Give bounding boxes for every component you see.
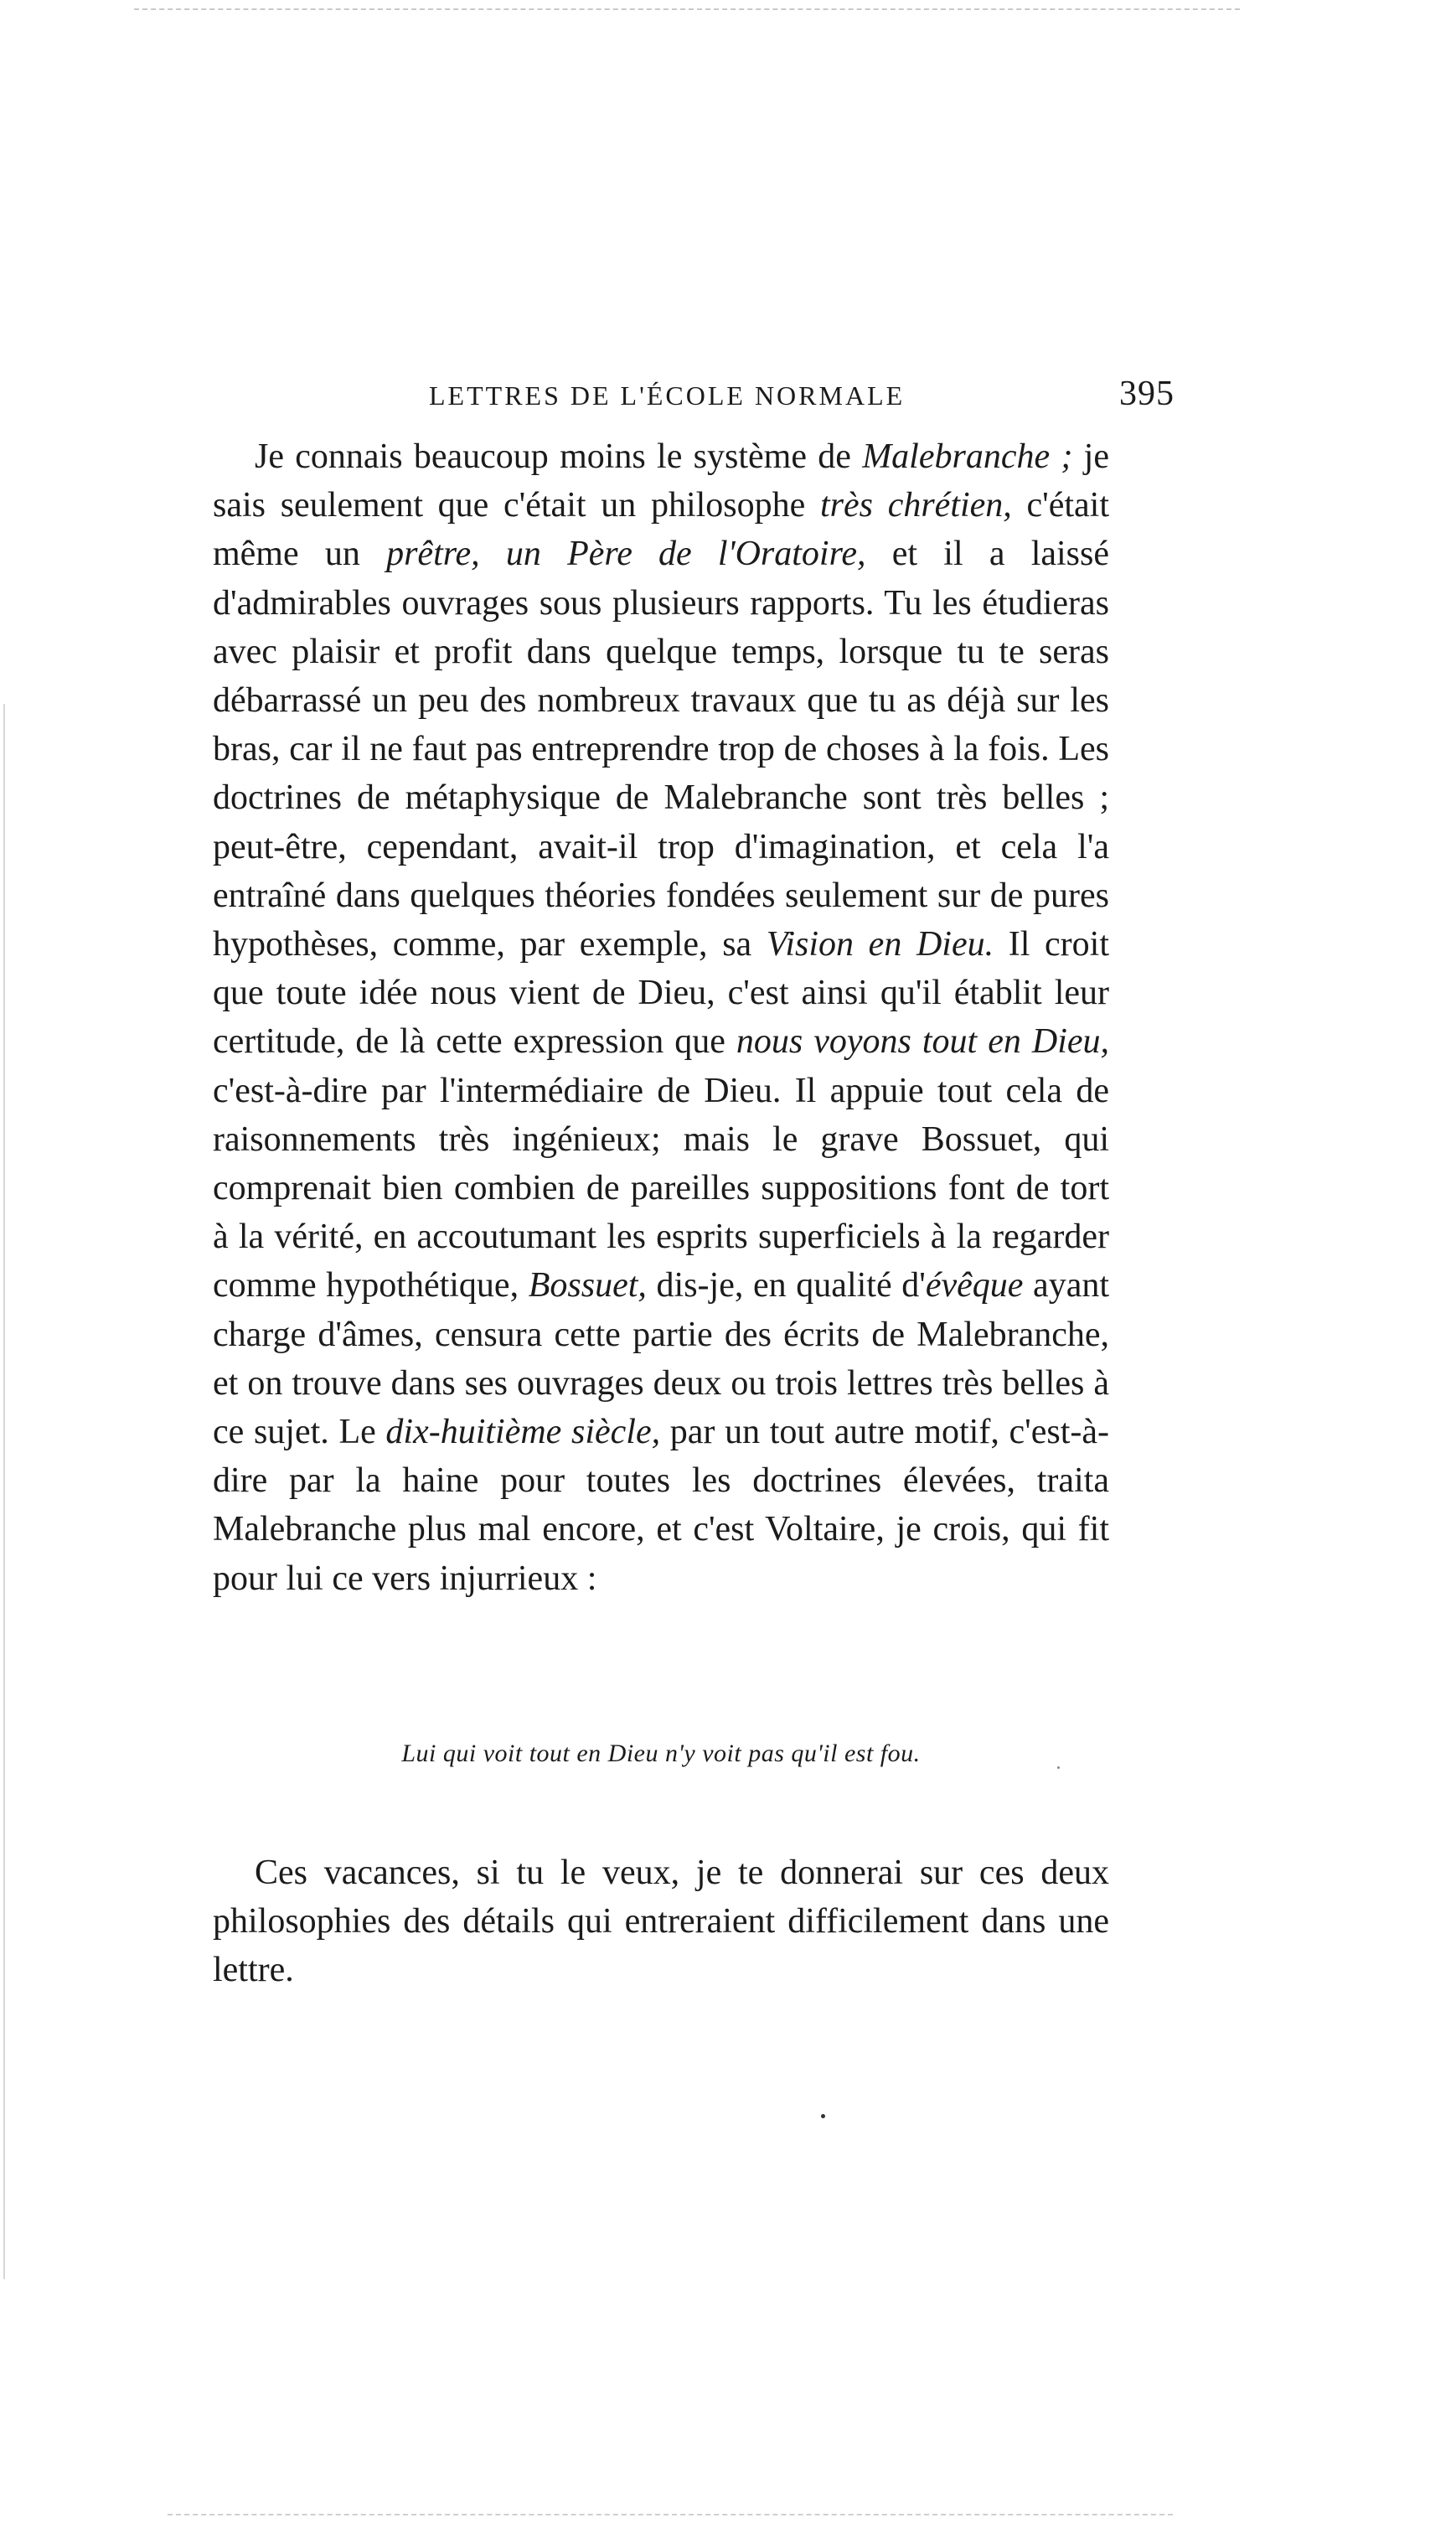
main-text [213,432,1109,1603]
paragraph-malebranche: Je connais beaucoup moins le système de Malebranche ; je sais seulement que c'était un philosophe très chrétien, c'était même un prêtre, un Père de l'Oratoire, et il a laissé d'admirables ouvrages sous plusieurs rapports. Tu les étudieras avec plaisir et profit dans quelque temps, lorsque tu te seras débarrassé un peu des nombreux travaux que tu as déjà sur les bras, car il ne faut pas entreprendre trop de choses à la fois. Les doctrines de métaphysique de Malebranche sont très belles ; peut-être, cependant, avait-il trop d'imagination, et cela l'a entraîné dans quelques théories fondées seulement sur de pures hypothèses, comme, par exemple, sa Vision en Dieu. Il croit que toute idée nous vient de Dieu, c'est ainsi qu'il établit leur certitude, de là cette expression que nous voyons tout en Dieu, c'est-à-dire par l'intermédiaire de Dieu. Il appuie tout cela de raisonnements très ingénieux; mais le grave Bossuet, qui comprenait bien combien de pareilles suppositions font de tort à la vérité, en accoutumant les esprits superficiels à la regarder comme hypothétique, Bossuet, dis-je, en qualité d'évêque ayant charge d'âmes, censura cette partie des écrits de Malebranche, et on trouve dans ses ouvrages deux ou trois lettres très belles à ce sujet. Le dix-huitième siècle, par un tout autre motif, c'est-à-dire par la haine pour toutes les doctrines élevées, traita Malebranche plus mal encore, et c'est Voltaire, je crois, qui fit pour lui ce vers injurrieux : [213,437,1110,1598]
emphasis-eveque: évêque [925,1266,1024,1305]
emphasis-malebranche: Malebranche ; [862,437,1073,476]
running-title: LETTRES DE L'ÉCOLE NORMALE [429,380,906,411]
emphasis-pretre: prêtre, un Père de l'Oratoire, [386,535,866,574]
emphasis-dix-huitieme-siecle: dix-huitième siècle, [385,1413,661,1452]
emphasis-tres-chretien: très chrétien, [819,486,1012,525]
paragraph-vacances: Ces vacances, si tu le veux, je te donnerai sur ces deux philosophies des détails qui entreraient difficilement dans une lettre. [213,1853,1109,1990]
emphasis-bossuet: Bossuet, [528,1266,647,1305]
scan-edge-top [134,8,1240,10]
scan-edge-left [3,704,5,2279]
verse-quote: Lui qui voit tout en Dieu n'y voit pas qu'il est fou. [401,1740,921,1767]
ink-speck [1057,1766,1060,1769]
ink-speck [821,2114,825,2118]
running-head [429,374,1175,424]
emphasis-nous-voyons: nous voyons tout en Dieu, [736,1022,1109,1062]
closing-text [213,1848,1109,1995]
page-number: 395 [1119,375,1175,413]
emphasis-vision-en-dieu: Vision en Dieu. [766,925,994,964]
scan-edge-bottom [168,2514,1173,2515]
